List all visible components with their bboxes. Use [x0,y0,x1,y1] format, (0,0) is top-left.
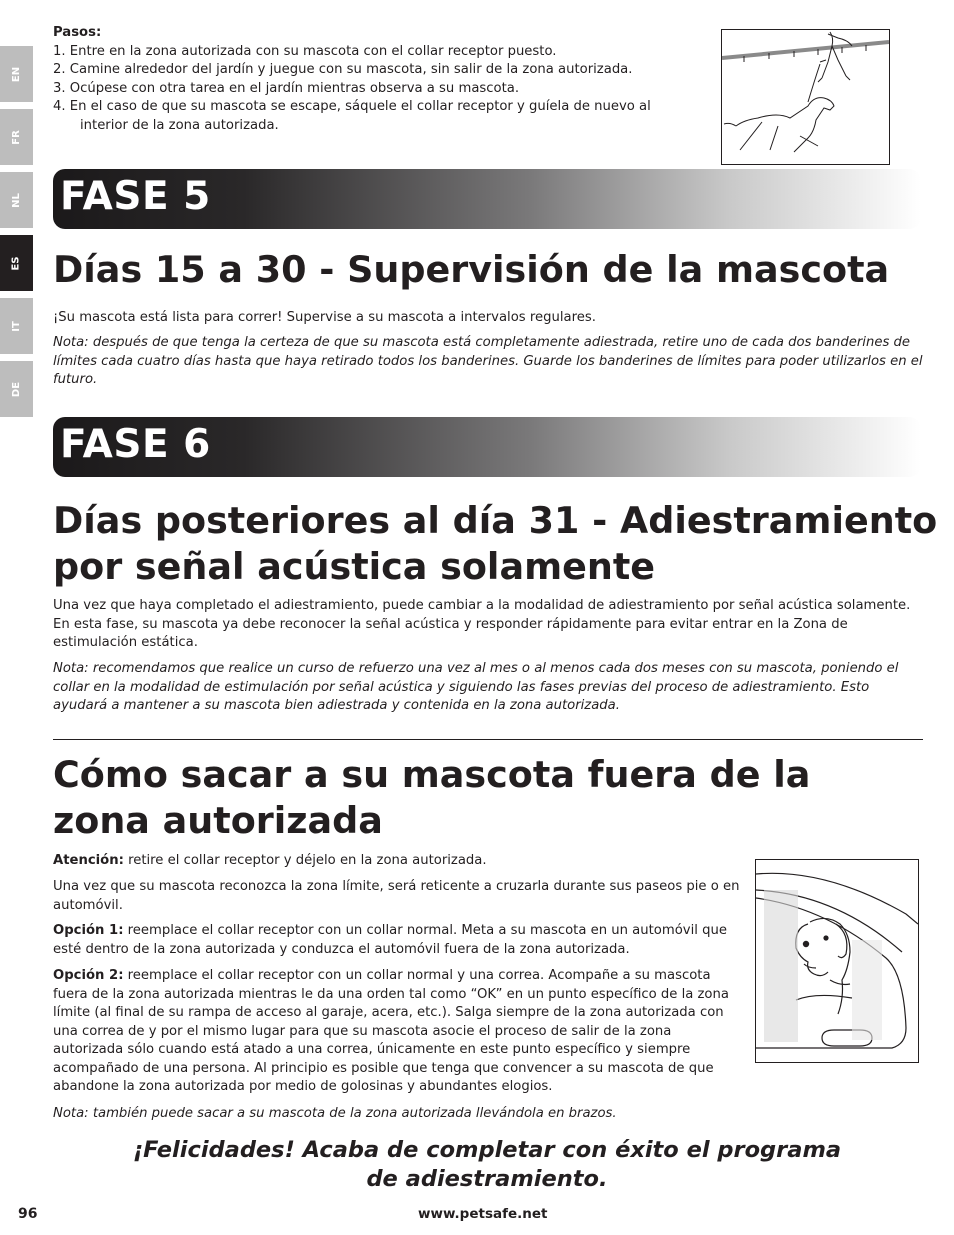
option1-label: Opción 1: [53,923,124,938]
lang-tab-fr[interactable]: FR [0,109,33,165]
attention-label: Atención: [53,853,124,868]
attention-text: Atención: retire el collar receptor y déjelo en la zona autorizada. [53,853,487,868]
lang-tab-en[interactable]: EN [0,46,33,102]
step-item: interior de la zona autorizada. [80,117,279,133]
phase5-note: Nota: después de que tenga la certeza de que su mascota está completamente adiestrada, retire uno de cada dos banderines de límites cada cuatro días hasta que haya retirado todos los banderines. Guarde los banderines de límites para poder utilizarlos en el futuro. [53,335,923,387]
lang-tab-nl[interactable]: NL [0,172,33,228]
lang-tab-it[interactable]: IT [0,298,33,354]
step-item: 4. En el caso de que su mascota se escape, sáquele el collar receptor y guíela de nuevo al [53,99,651,114]
congrats-message [53,1136,921,1194]
exit-title-line1: Cómo sacar a su mascota fuera de la [53,753,811,796]
option2-label: Opción 2: [53,968,124,983]
dog-walking-icon [722,30,889,164]
phase5-body: ¡Su mascota está lista para correr! Supervise a su mascota a intervalos regulares. [53,310,596,325]
phase5-title: Días 15 a 30 - Supervisión de la mascota [53,248,890,291]
option1-text: Opción 1: reemplace el collar receptor con un collar normal. Meta a su mascota en un automóvil que esté dentro de la zona autorizada y conduzca el automóvil fuera de la zona autorizada. [53,923,727,957]
phase6-title-line2: por señal acústica solamente [53,545,656,588]
section-divider [53,739,923,740]
steps-heading: Pasos: [53,25,102,40]
phase6-banner [53,417,921,477]
dog-in-car-illustration [755,859,919,1063]
lang-tab-es[interactable]: ES [0,235,33,291]
lang-tab-de[interactable]: DE [0,361,33,417]
step-item: 3. Ocúpese con otra tarea en el jardín mientras observa a su mascota. [53,80,520,96]
congrats-line1: ¡Felicidades! Acaba de completar con éxito el programa [132,1137,842,1163]
step-item: 2. Camine alrededor del jardín y juegue con su mascota, sin salir de la zona autorizada. [53,62,633,77]
step-item: 1. Entre en la zona autorizada con su mascota con el collar receptor puesto. [53,43,557,59]
phase6-note: Nota: recomendamos que realice un curso de refuerzo una vez al mes o al menos cada dos meses con su mascota, poniendo el collar en la modalidad de estimulación por señal acústica y siguiendo las fases previas del proceso de adiestramiento. Esto ayudará a mantener a su mascota bien adiestrada y contenida en la zona autorizada. [53,661,899,713]
option2-text: Opción 2: reemplace el collar receptor con un collar normal y una correa. Acompañe a su mascota fuera de la zona autorizada mientras le da una orden tal como “OK” en un punto específico de la zona límite (al final de su rampa de acceso al garaje, acera, etc.). Salga siempre de la zona autorizada con una correa de y por el mismo lugar para que su mascota asocie el proceso de salir de la zona autorizada sólo cuando está atado a una correa, únicamente en este punto específico y siempre acompañado de una persona. Al principio es posible que tenga que convencer a su mascota de que abandone la zona autorizada por medio de golosinas y abundantes elogios. [53,968,729,1094]
page-number: 96 [18,1206,38,1222]
dog-car-icon [756,860,918,1062]
exit-para1: Una vez que su mascota reconozca la zona límite, será reticente a cruzarla durante sus paseos pie o en automóvil. [53,879,740,913]
phase6-label: FASE 6 [60,422,211,467]
footer-url[interactable]: www.petsafe.net [418,1206,548,1222]
phase5-banner [53,169,921,229]
dog-walking-illustration [721,29,890,165]
congrats-line2: de adiestramiento. [366,1166,608,1192]
exit-title-line2: zona autorizada [53,799,383,842]
steps-list [53,24,703,135]
exit-note: Nota: también puede sacar a su mascota de la zona autorizada llevándola en brazos. [53,1106,617,1121]
phase6-body: Una vez que haya completado el adiestramiento, puede cambiar a la modalidad de adiestramiento por señal acústica solamente. En esta fase, su mascota ya debe reconocer la señal acústica y responder rápidamente para evitar entrar en la Zona de estimulación estática. [53,598,911,650]
phase6-title-line1: Días posteriores al día 31 - Adiestramiento [53,499,938,542]
phase5-label: FASE 5 [60,174,211,219]
